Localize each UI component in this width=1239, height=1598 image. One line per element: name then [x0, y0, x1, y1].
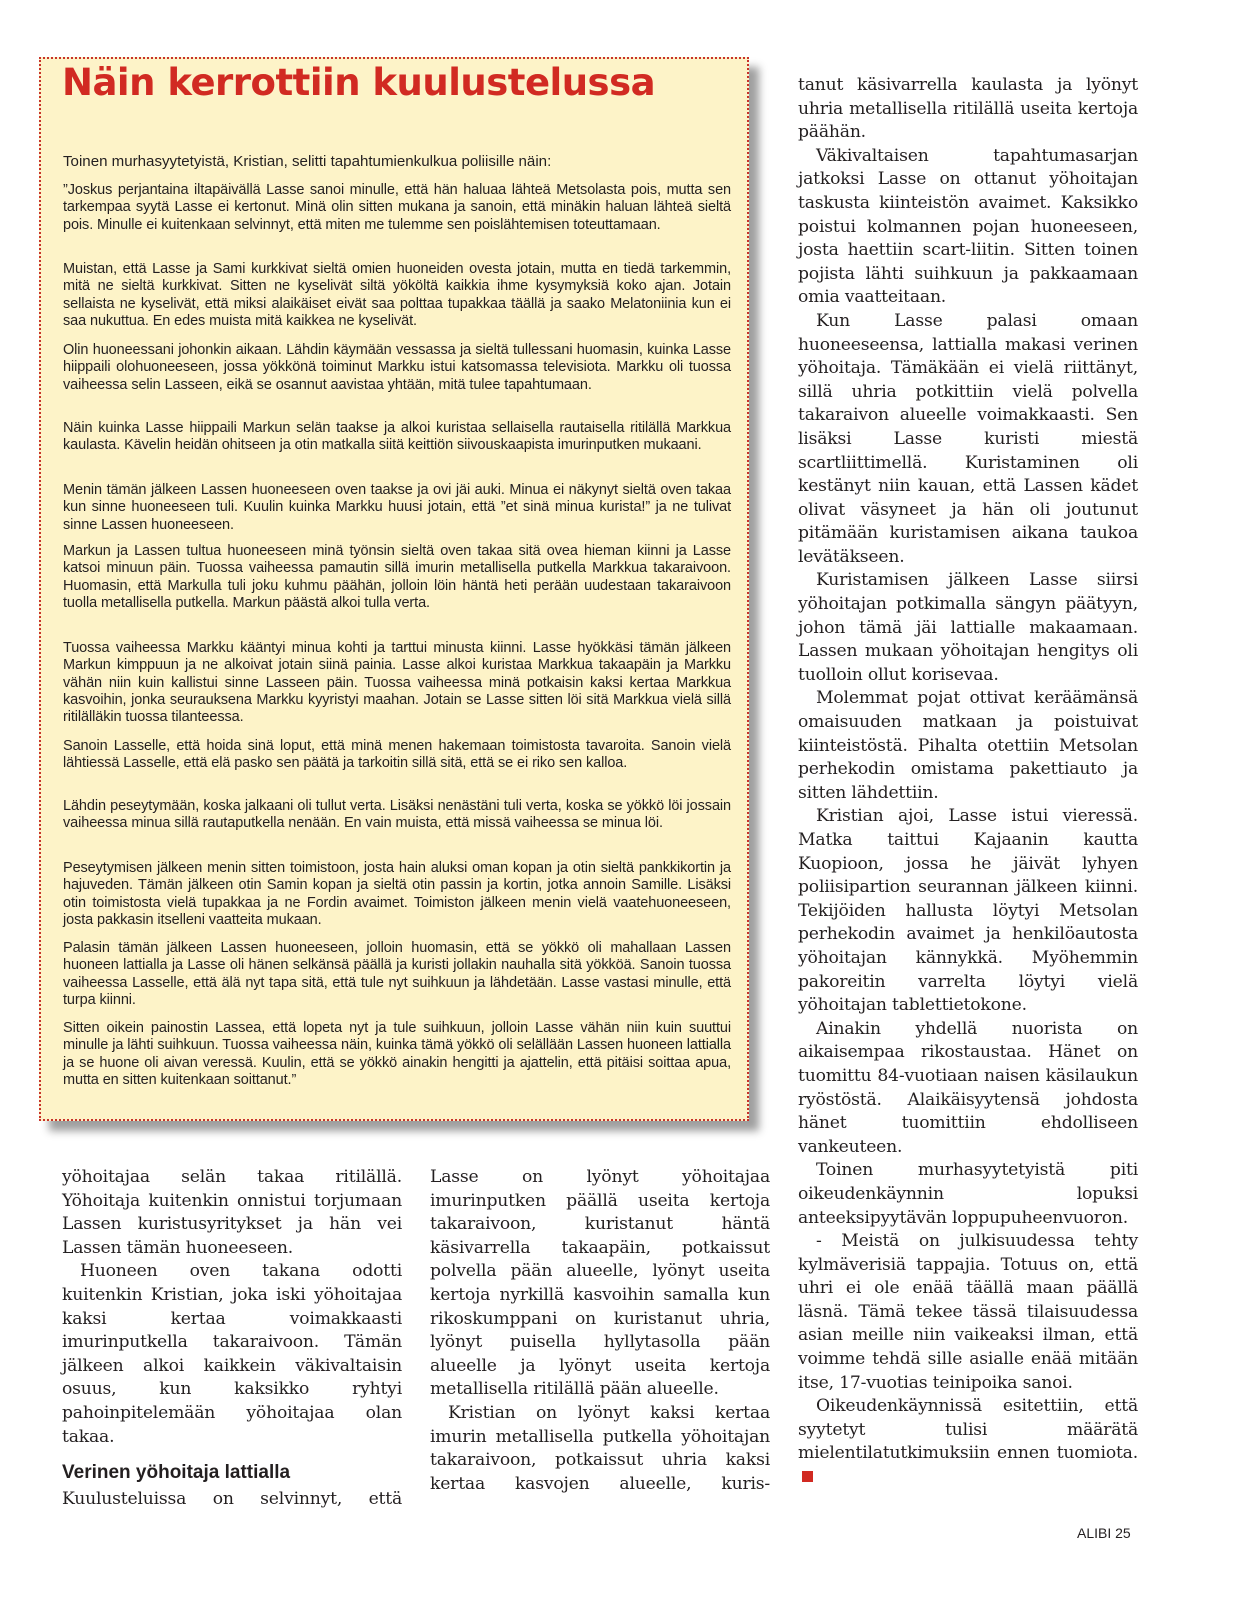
quote-paragraph: Markun ja Lassen tultua huoneeseen minä työnsin sieltä oven takaa sitä ovea hieman kiinni ja Lasse katsoi minuun päin. Tuossa vaiheessa pamautin sillä imurin metallisella putkella Markkua takaraivoon. Huomasin, että Markulla tuli joku kuhmu päähän, jolloin löin häntä heti perään uudestaan takaraivoon tuolla metallisella putkella. Markun päästä alkoi tulla verta.: [63, 543, 731, 611]
body-paragraph: Kuulusteluissa on selvinnyt, että: [62, 1489, 402, 1510]
column-left: [62, 1166, 402, 1512]
column-right: [798, 74, 1138, 1490]
quote-paragraph: Sanoin Lasselle, että hoida sinä loput, että minä menen hakemaan toimistosta tavaroita. Sanoin vielä lähtiessä Lasselle, että elä pasko sen päätä ja tarkoitin sillä sitä, että se ei riko sen kalloa.: [63, 738, 731, 772]
body-paragraph: Kristian on lyönyt kaksi kertaa imurin metallisella putkella yöhoitajan takaraivoon, potkaissut uhria kaksi kertaa kasvojen alueelle, kuris-: [430, 1402, 770, 1494]
body-paragraph: Kristian ajoi, Lasse istui vieressä. Matka taittui Kajaanin kautta Kuopioon, jossa he jäivät lyhyen poliisipartion seurannan jälkeen kiinni. Tekijöiden hallusta löytyi Metsolan perhekodin avaimet ja henkilöautosta yöhoitajan kännykkä. Myöhemmin pakoreitin varrelta löytyi vielä yöhoitajan tablettietokone.: [798, 806, 1138, 1016]
body-paragraph: Molemmat pojat ottivat keräämänsä omaisuuden matkaan ja poistuivat kiinteistöstä. Pihalta otettiin Metsolan perhekodin omistama pakettiauto ja sitten lähdettiin.: [798, 688, 1138, 803]
body-paragraph: Huoneen oven takana odotti kuitenkin Kristian, joka iski yöhoitajaa kaksi kertaa voimakkaasti imurinputkella takaraivoon. Tämän jälkeen alkoi kaikkein väkivaltaisin osuus, kun kaksikko ryhtyi pahoinpitelemään yöhoitajaa olan takaa.: [62, 1261, 402, 1447]
body-paragraph: Kun Lasse palasi omaan huoneeseensa, lattialla makasi verinen yöhoitaja. Tämäkään ei vielä riittänyt, sillä uhria potkittiin vielä polvella takaraivon alueelle voimakkaasti. Sen lisäksi Lasse kuristi miestä scartliittimellä. Kuristaminen oli kestänyt niin kauan, että Lassen kädet olivat väsyneet ja hän oli joutunut pitämään kuristamisen aikana taukoa levätäkseen.: [798, 310, 1138, 567]
body-paragraph: yöhoitajaa selän takaa ritilällä. Yöhoitaja kuitenkin onnistui torjumaan Lassen kuristusyritykset ja hän vei Lassen tämän huoneeseen.: [62, 1167, 402, 1258]
quote-paragraph: Olin huoneessani johonkin aikaan. Lähdin käymään vessassa ja sieltä tullessani huomasin, kuinka Lasse hiippaili olohuoneeseen, jossa yökkönä toiminut Markku istui katsomassa televisiota. Markku oli tuossa vaiheessa selin Lasseen, eikä se osannut aavistaa yhtään, mitä tulee tapahtumaan.: [63, 342, 731, 393]
subheading: Verinen yöhoitaja lattialla: [62, 1462, 291, 1484]
quote-paragraph: Menin tämän jälkeen Lassen huoneeseen oven taakse ja ovi jäi auki. Minua ei näkynyt sieltä oven takaa kun sinne huoneeseen tuli. Kuulin kuinka Markku huusi jotain, että ”et sinä minua kurista!” ja ne tulivat sinne Lassen huoneeseen.: [63, 482, 731, 533]
final-paragraph: [798, 1395, 1138, 1489]
quote-paragraph: ”Joskus perjantaina iltapäivällä Lasse sanoi minulle, että hän haluaa lähteä Metsolasta pois, mutta sen tarkempaa syytä Lasse ei kertonut. Minä olin sitten mukana ja sanoin, että minäkin haluan lähteä sieltä pois. Minulle ei kuitenkaan selvinnyt, että miten me tulemme sen poislähtemisen toteuttamaan.: [63, 182, 731, 233]
quote-paragraph: Palasin tämän jälkeen Lassen huoneeseen, jolloin huomasin, että se yökkö oli mahallaan Lassen huoneen lattialla ja Lasse oli hänen selkänsä päällä ja kuristi jollakin nauhalla sitä yökköä. Sanoin tuossa vaiheessa Lasselle, että älä nyt tapa sitä, että tule nyt suihkuun ja lähdetään. Lasse vastasi minulle, että turpa kiinni.: [63, 940, 731, 1008]
body-paragraph: Ainakin yhdellä nuorista on aikaisempaa rikostaustaa. Hänet on tuomittu 84-vuotiaan naisen käsilaukun ryöstöstä. Alaikäisyytensä johdosta hänet tuomittiin ehdolliseen vankeuteen.: [798, 1018, 1138, 1157]
body-paragraph: tanut käsivarrella kaulasta ja lyönyt uhria metallisella ritilällä useita kertoja päähän.: [798, 75, 1138, 143]
sidebar-lede: Toinen murhasyytetyistä, Kristian, selitti tapahtumienkulkua poliisille näin:: [63, 153, 552, 170]
quote-paragraph: Sitten oikein painostin Lassea, että lopeta nyt ja tule suihkuun, jolloin Lasse vähän niin kuin suuttui minulle ja lähti suihkuun. Tuossa vaiheessa näin, kuinka tämä yökkö oli selällään Lassen huoneen lattialla ja se huone oli aivan veressä. Kuulin, että se yökkö ainakin hengitti ja ajattelin, että pitäisi soittaa apua, mutta en sitten kuitenkaan soittanut.”: [63, 1020, 731, 1088]
quote-paragraph: Muistan, että Lasse ja Sami kurkkivat sieltä omien huoneiden ovesta jotain, mutta en tiedä tarkemmin, mitä ne sieltä kurkkivat. Sitten ne kyselivät siltä yököltä kaikkia ihme kysymyksiä koko ajan. Jotain sellaista ne kyselivät, että miksi alaikäiset eivät saa polttaa tupakkaa täällä ja saako Melatoniinia kun ei saa nukuttua. En edes muista mitä kaikkea ne kyselivät.: [63, 261, 731, 329]
quote-paragraph: Lähdin peseytymään, koska jalkaani oli tullut verta. Lisäksi nenästäni tuli verta, koska se yökkö löi jossain vaiheessa minua sillä rautaputkella nenään. En vain muista, että missä vaiheessa se minua löi.: [63, 798, 731, 832]
body-paragraph: Väkivaltaisen tapahtumasarjan jatkoksi Lasse on ottanut yöhoitajan taskusta kiinteistön avaimet. Kaksikko poistui kolmannen pojan huoneeseen, josta haettiin scart-liitin. Sitten toinen pojista lähti suihkuun ja pakkaamaan omia vaatteitaan.: [798, 145, 1138, 308]
end-mark-icon: [802, 1471, 813, 1482]
body-paragraph: Toinen murhasyytetyistä piti oikeudenkäynnin lopuksi anteeksipyytävän loppupuheenvuoron.: [798, 1160, 1138, 1228]
column-middle: [430, 1166, 770, 1496]
quote-paragraph: Peseytymisen jälkeen menin sitten toimistoon, josta hain aluksi oman kopan ja otin sieltä pankkikortin ja hajuveden. Tämän jälkeen otin Samin kopan ja sieltä otin passin ja kortin, jotka annoin Samille. Lisäksi otin toimistosta vielä tupakkaa ja ne Fordin avaimet. Toimiston jälkeen menin vielä vaatehuoneeseen, josta pakkasin itselleni vaatteita mukaan.: [63, 860, 731, 928]
final-paragraph-text: Oikeudenkäynnissä esitettiin, että syytetyt tulisi määrätä mielentilatutkimuksiin ennen tuomiota.: [798, 1396, 1138, 1464]
page-folio: ALIBI 25: [1077, 1525, 1131, 1541]
sidebar-title: Näin kerrottiin kuulustelussa: [62, 61, 656, 104]
body-paragraph: - Meistä on julkisuudessa tehty kylmäverisiä tappajia. Totuus on, että uhri ei ole enää täällä maan päällä läsnä. Tämä tekee tässä tilaisuudessa asian meille niin vaikeaksi ilman, että voimme tehdä sille asialle enää mitään itse, 17-vuotias teinipoika sanoi.: [798, 1231, 1138, 1393]
body-paragraph: Lasse on lyönyt yöhoitajaa imurinputken päällä useita kertoja takaraivoon, kuristanut häntä käsivarrella takaapäin, potkaissut polvella pään alueelle, lyönyt useita kertoja nyrkillä kasvoihin samalla kun rikoskumppani on kuristanut uhria, lyönyt puisella hyllytasolla pään alueelle ja lyönyt useita kertoja metallisella ritilällä pään alueelle.: [430, 1167, 770, 1400]
quote-paragraph: Tuossa vaiheessa Markku kääntyi minua kohti ja tarttui minusta kiinni. Lasse hyökkäsi tämän jälkeen Markun kimppuun ja ne alkoivat jotain siinä painia. Lasse alkoi kuristaa Markkua takaapäin ja Markku vähän niin kuin kallistui sinne Lasseen päin. Tuossa vaiheessa minä potkaisin kaksi kertaa Markkua kasvoihin, jonka seurauksena Markku kyyristyi maahan. Jotain se Lasse sitten löi sitä Markkua vielä sillä ritilälläkin tuossa tilanteessa.: [63, 640, 731, 726]
body-paragraph: Kuristamisen jälkeen Lasse siirsi yöhoitajan potkimalla sängyn päätyyn, johon tämä jäi lattialle makaamaan. Lassen mukaan yöhoitajan hengitys oli tuolloin ollut korisevaa.: [798, 570, 1138, 685]
quote-paragraph: Näin kuinka Lasse hiippaili Markun selän taakse ja alkoi kuristaa sellaisella rautaisella ritilällä Markkua kaulasta. Kävelin heidän ohitseen ja otin matkalla siitä keittiön siivouskaapista imurinputken mukaani.: [63, 420, 731, 454]
